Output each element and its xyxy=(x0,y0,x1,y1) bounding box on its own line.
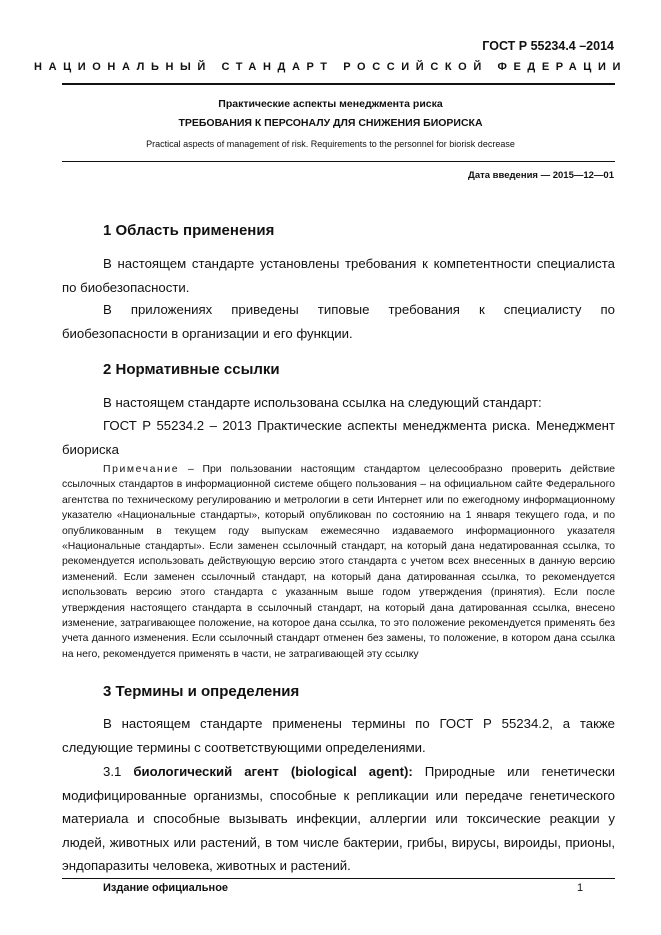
standard-code: ГОСТ Р 55234.4 –2014 xyxy=(482,39,614,53)
term-definition-text: Природные или генетически модифицированные организмы, способные к репликации или передаче генетического материала и способные вызывать инфекции, аллергии или токсические реакции у людей, животных или растений, в том числе бактерии, грибы, вирусы, вироиды, прионы, эндопаразиты человека, животных и растений. xyxy=(62,764,615,873)
title-divider xyxy=(62,161,615,162)
section1-paragraph2: В приложениях приведены типовые требования к специалисту по биобезопасности в организации и его функции. xyxy=(62,302,615,341)
document-title-english: Practical aspects of management of risk. Requirements to the personnel for biorisk decrease xyxy=(146,139,515,149)
section2-paragraph1: В настоящем стандарте использована ссылка на следующий стандарт: xyxy=(103,395,542,410)
introduction-date: Дата введения — 2015—12—01 xyxy=(468,170,614,181)
term-definition-3-1 xyxy=(62,760,615,878)
edition-label: Издание официальное xyxy=(103,882,229,894)
page-number: 1 xyxy=(577,882,584,894)
section3-heading: 3 Термины и определения xyxy=(103,683,300,700)
section1-paragraph1: В настоящем стандарте установлены требования к компетентности специалиста по биобезопасности. xyxy=(62,256,615,295)
note-label: Примечание xyxy=(103,464,180,475)
header-divider xyxy=(62,83,615,85)
section3-paragraph1: В настоящем стандарте применены термины по ГОСТ Р 55234.2, а также следующие термины с соответствующими определениями. xyxy=(62,716,615,755)
document-title-line2: ТРЕБОВАНИЯ К ПЕРСОНАЛУ ДЛЯ СНИЖЕНИЯ БИОРИСКА xyxy=(178,117,483,129)
note-text: – При пользовании настоящим стандартом целесообразно проверить действие ссылочных стандартов в информационной системе общего пользования – на официальном сайте Федерального агентства по техническому регулированию и метрологии в сети Интернет или по ежегодному информационному указателю «Национальные стандарты», который опубликован по состоянию на 1 января текущего года, и по опубликованным в текущем году выпускам ежемесячно издаваемого информационного указателя «Национальные стандарты». Если заменен ссылочный стандарт, на который дана недатированная ссылка, то рекомендуется использовать действующую версию этого стандарта с учетом всех внесенных в данную версию изменений. Если заменен ссылочный стандарт, на который дана датированная ссылка, то рекомендуется использовать версию этого стандарта с указанным выше годом утверждения (принятия). Если после утверждения настоящего стандарта в ссылочный стандарт, на который дана датированная ссылка, внесено изменение, затрагивающее положение, на которое дана ссылка, то это положение рекомендуется применять без учета данного изменения. Если ссылочный стандарт отменен без замены, то положение, в котором дана ссылка на него, рекомендуется применять в части, не затрагивающей эту ссылку xyxy=(62,464,615,660)
term-name: биологический агент (biological agent): xyxy=(133,764,413,779)
term-number: 3.1 xyxy=(103,764,134,779)
section1-heading: 1 Область применения xyxy=(103,222,275,239)
section2-note xyxy=(62,462,615,662)
document-title-line1: Практические аспекты менеджмента риска xyxy=(218,98,443,110)
section2-reference: ГОСТ Р 55234.2 – 2013 Практические аспекты менеджмента риска. Менеджмент биориска xyxy=(62,418,615,457)
national-standard-title: НАЦИОНАЛЬНЫЙ СТАНДАРТ РОССИЙСКОЙ ФЕДЕРАЦИИ xyxy=(34,61,627,73)
footer-divider xyxy=(62,878,615,879)
section2-heading: 2 Нормативные ссылки xyxy=(103,361,280,378)
